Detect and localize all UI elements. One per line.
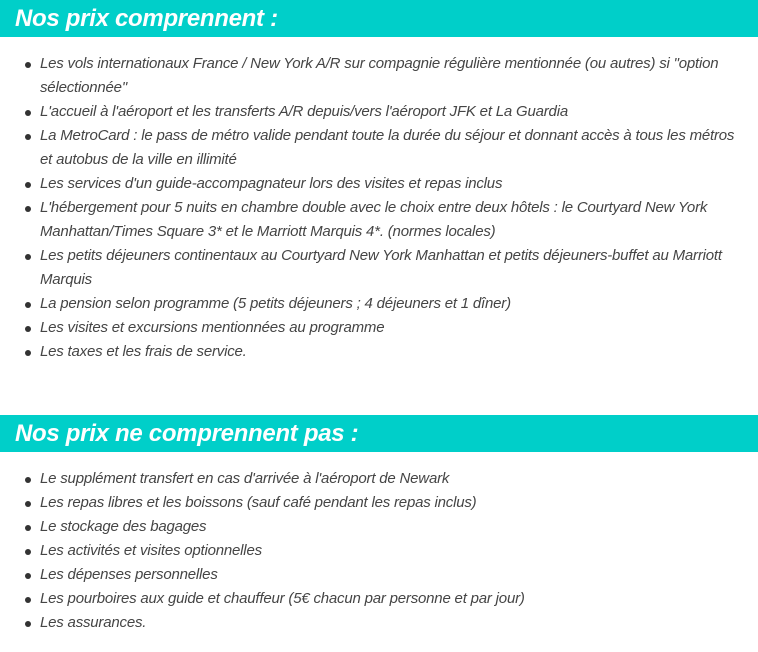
excluded-list (0, 467, 740, 635)
section-header-excluded: Nos prix ne comprennent pas : (0, 415, 758, 452)
list-item: La pension selon programme (5 petits déjeuners ; 4 déjeuners et 1 dîner) (40, 292, 740, 316)
list-item: Le supplément transfert en cas d'arrivée à l'aéroport de Newark (40, 467, 740, 491)
list-item: La MetroCard : le pass de métro valide pendant toute la durée du séjour et donnant accès à tous les métros et autobus de la ville en illimité (40, 124, 740, 172)
list-item: Les activités et visites optionnelles (40, 539, 740, 563)
list-item: L'hébergement pour 5 nuits en chambre double avec le choix entre deux hôtels : le Courtyard New York Manhattan/Times Square 3* et le Marriott Marquis 4*. (normes locales) (40, 196, 740, 244)
list-item: Les repas libres et les boissons (sauf café pendant les repas inclus) (40, 491, 740, 515)
list-item: Les petits déjeuners continentaux au Courtyard New York Manhattan et petits déjeuners-buffet au Marriott Marquis (40, 244, 740, 292)
list-item: L'accueil à l'aéroport et les transferts A/R depuis/vers l'aéroport JFK et La Guardia (40, 100, 740, 124)
section-header-included: Nos prix comprennent : (0, 0, 758, 37)
included-list (0, 52, 740, 364)
list-item: Les taxes et les frais de service. (40, 340, 740, 364)
list-item: Les services d'un guide-accompagnateur lors des visites et repas inclus (40, 172, 740, 196)
list-item: Les vols internationaux France / New York A/R sur compagnie régulière mentionnée (ou autres) si "option sélectionnée" (40, 52, 740, 100)
list-item: Les pourboires aux guide et chauffeur (5€ chacun par personne et par jour) (40, 587, 740, 611)
list-item: Les assurances. (40, 611, 740, 635)
list-item: Le stockage des bagages (40, 515, 740, 539)
list-item: Les dépenses personnelles (40, 563, 740, 587)
list-item: Les visites et excursions mentionnées au programme (40, 316, 740, 340)
